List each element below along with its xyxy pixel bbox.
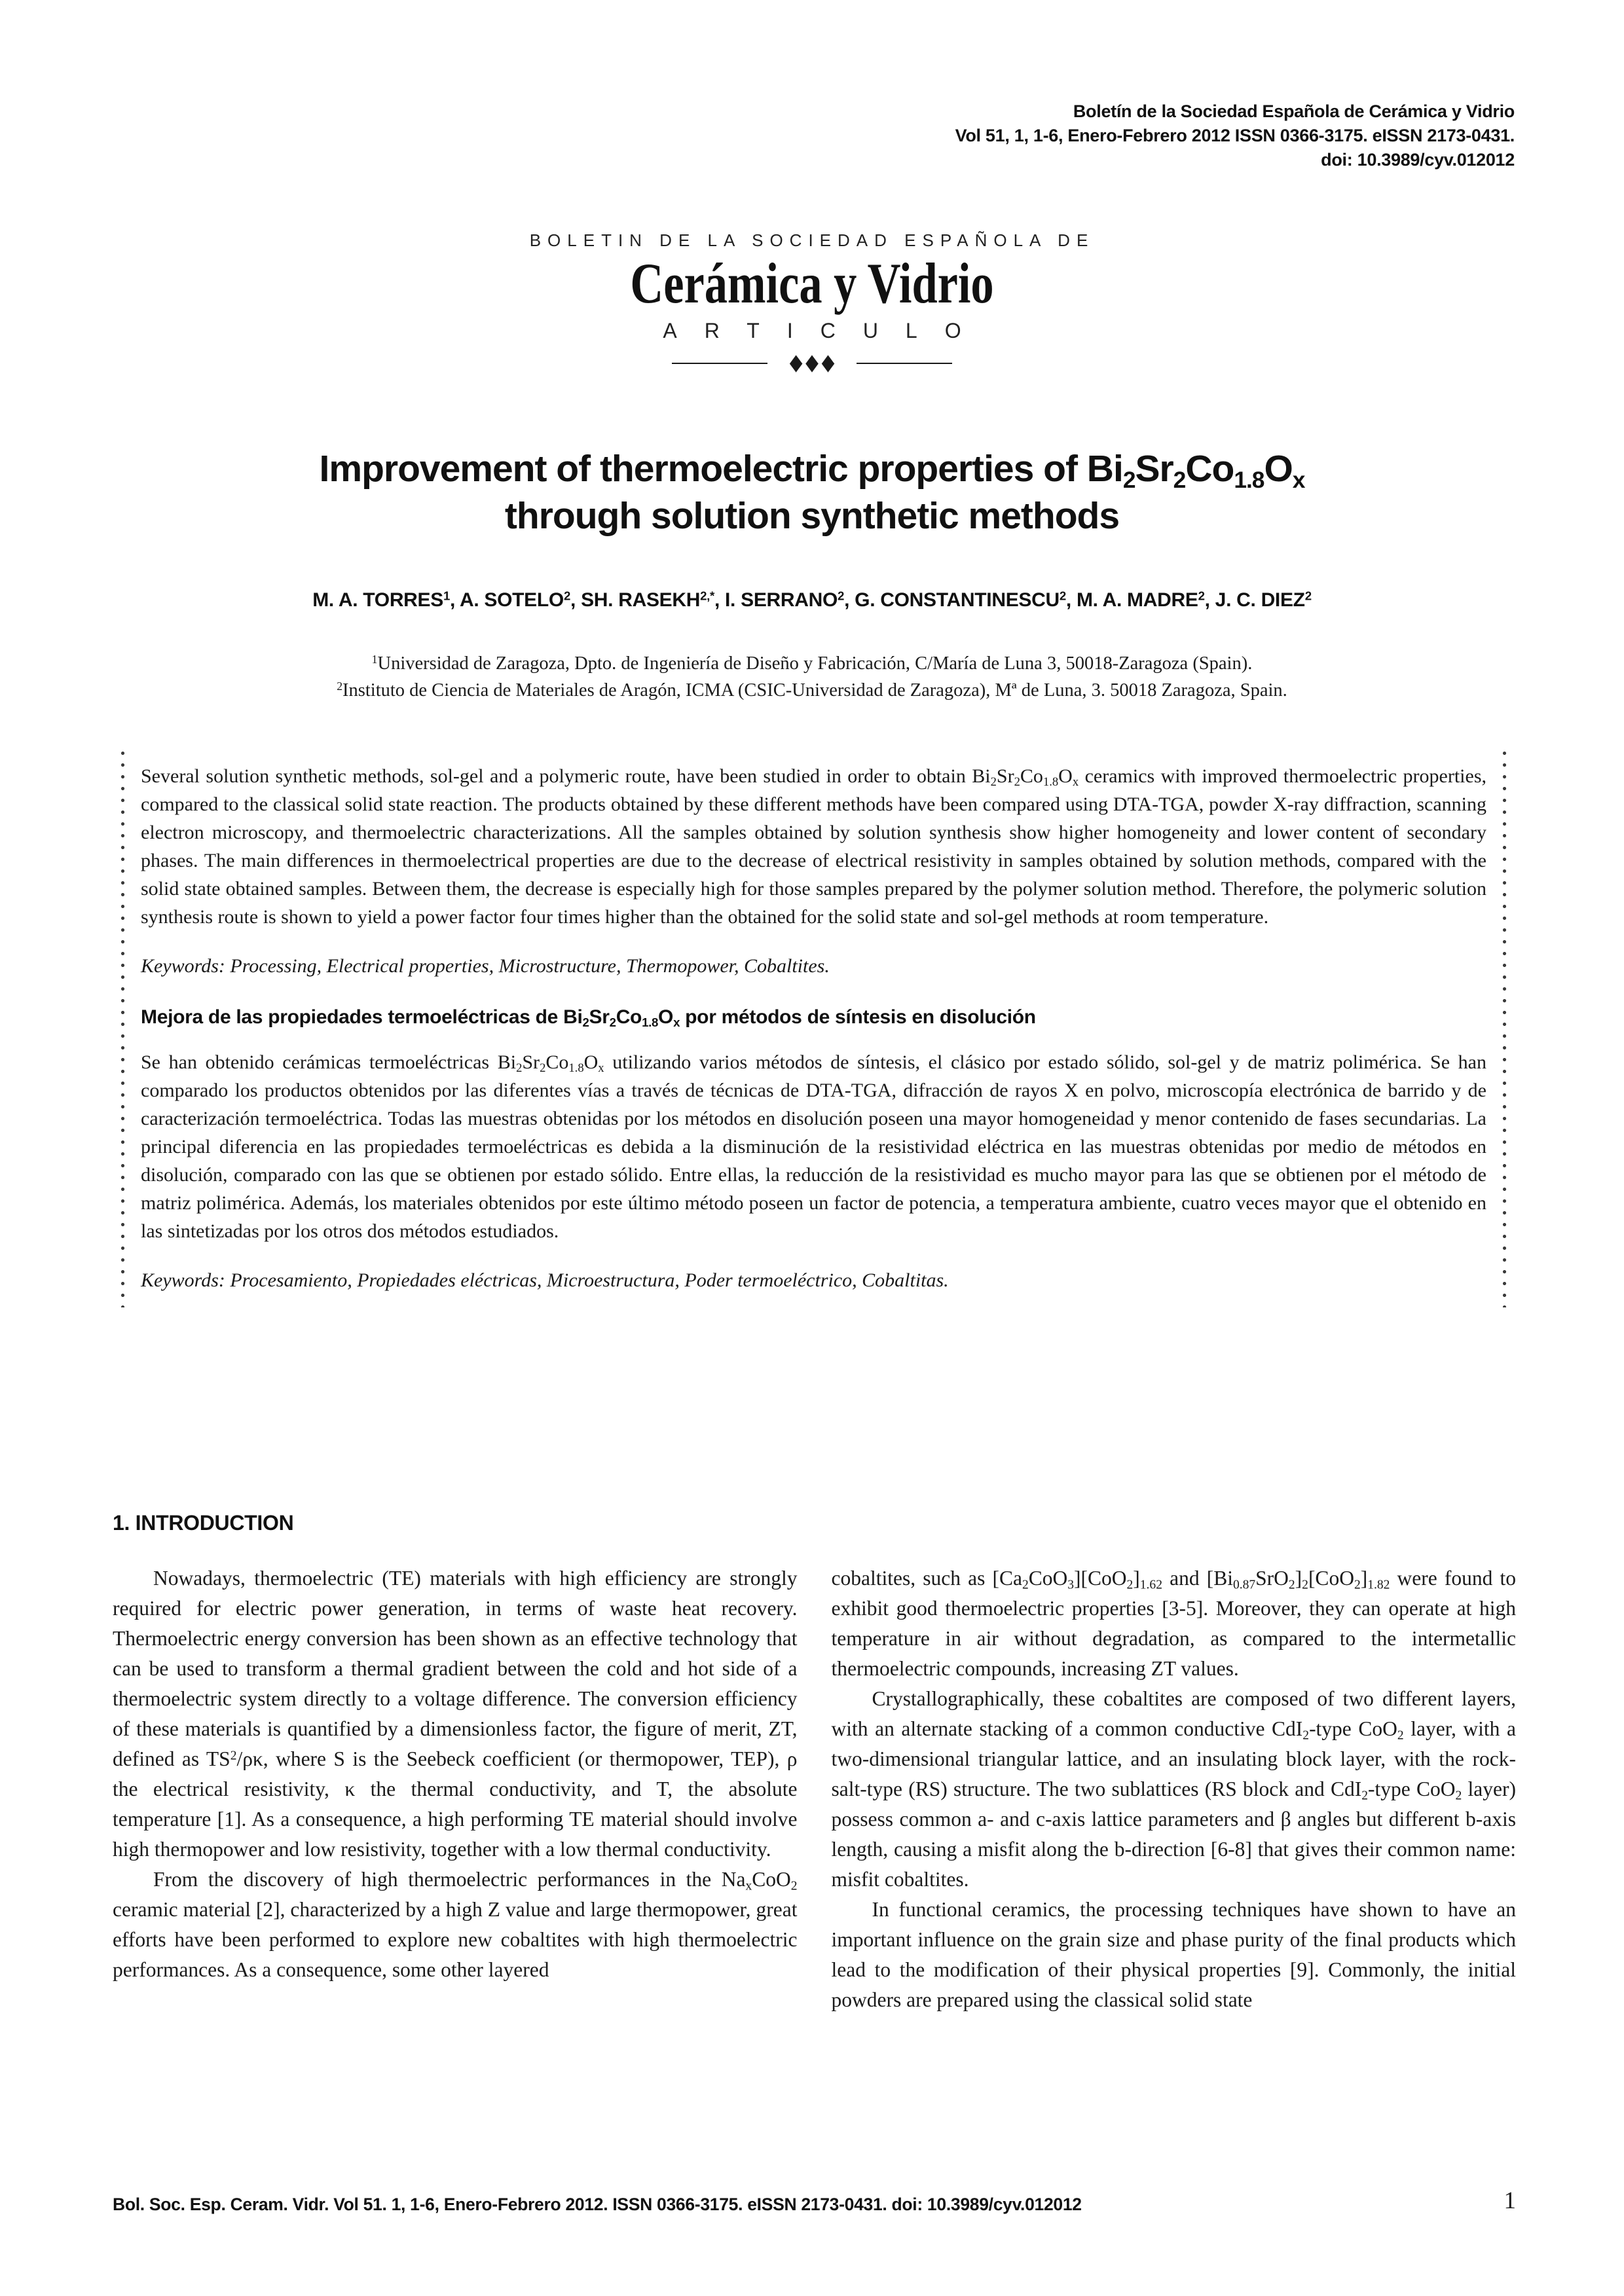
paragraph: In functional ceramics, the processing techniques have shown to have an important influence on the grain size and phase purity of the final products which lead to the modification of their physical properties [9]. Commonly, the initial powders are prepared using the classical solid state	[831, 1898, 1516, 2011]
diamonds-ornament-icon: ◆◆◆	[789, 350, 838, 375]
keywords-en: Keywords: Processing, Electrical properties, Microstructure, Thermopower, Cobaltites.	[141, 955, 830, 977]
journal-name: Cerámica y Vidrio	[630, 252, 994, 316]
paragraph: cobaltites, such as $[Ca_2CoO_3][CoO_2]_{1.62}$ and $[Bi_{0.87}SrO_2]_2[CoO_2]_{1.82}$ were found to exhibit good thermoelectric properties [3-5]. Moreover, they can operate at high temperature in air without degradation, as compared to the intermetallic thermoelectric compounds, increasing ZT values.	[831, 1567, 1516, 1680]
ornament-rule-right	[857, 363, 952, 364]
authors-line: M. A. TORRES$^1$, A. SOTELO$^2$, SH. $RASEKH^{2,*}$, I. SERRANO$^2$, G. CONSTANTINESCU$^2$, M. A. MADRE$^2$, J. C. DIEZ$^2$	[312, 589, 1312, 611]
journal-header-line2: Vol 51, 1, 1-6, Enero-Febrero 2012 ISSN 0366-3175. eISSN 2173-0431.	[955, 126, 1515, 145]
article-title-line2: through solution synthetic methods	[504, 495, 1120, 537]
paragraph: From the discovery of high thermoelectric performances in the $Na_xCoO_2$ ceramic material [2], characterized by a high Z value and large thermopower, great efforts have been performed to explore new cobaltites with high thermoelectric performances. As a consequence, some other layered	[113, 1868, 798, 1981]
affiliation-1: $^1$Universidad de Zaragoza, Dpto. de Ingeniería de Diseño y Fabricación, C/María de Luna 3, 50018-Zaragoza (Spain).	[371, 653, 1253, 674]
paragraph: Nowadays, thermoelectric (TE) materials with high efficiency are strongly required for electric power generation, in terms of waste heat recovery. Thermoelectric energy conversion has been shown as an effective technology that can be used to transform a thermal gradient between the cold and hot side of a thermoelectric system directly to a voltage difference. The conversion efficiency of these materials is quantified by a dimensionless factor, the figure of merit, ZT, defined as $TS^2/\rho\kappa$, where S is the Seebeck coefficient (or thermopower, TEP), ρ the electrical resistivity, κ the thermal conductivity, and T, the absolute temperature [1]. As a consequence, a high performing TE material should involve high thermopower and low resistivity, together with a low thermal conductivity.	[113, 1567, 798, 1861]
journal-header-line1: Boletín de la Sociedad Española de Cerámica y Vidrio	[1073, 101, 1515, 121]
article-type-label: ARTICULO	[663, 319, 989, 342]
footer-citation: Bol. Soc. Esp. Ceram. Vidr. Vol 51. 1, 1-6, Enero-Febrero 2012. ISSN 0366-3175. eISSN 2173-0431. doi: 10.3989/cyv.012012	[113, 2195, 1082, 2214]
page-number: 1	[1504, 2187, 1516, 2214]
section-heading-introduction: 1. INTRODUCTION	[113, 1511, 294, 1535]
ornament-row	[0, 352, 1624, 374]
article-title-line1: Improvement of thermoelectric properties of $Bi_2Sr_2Co_{1.8}O_x$	[319, 448, 1305, 493]
column-left	[113, 1563, 798, 2015]
abstract-block	[121, 752, 1506, 1307]
keywords-es: Keywords: Procesamiento, Propiedades eléctricas, Microestructura, Poder termoeléctrico, Cobaltitas.	[141, 1269, 949, 1291]
masthead	[0, 230, 1624, 374]
abstract-en: Several solution synthetic methods, sol-gel and a polymeric route, have been studied in order to obtain $Bi_2Sr_2Co_{1.8}O_x$ ceramics with improved thermoelectric properties, compared to the classical solid state reaction. The products obtained by these different methods have been compared using DTA-TGA, powder X-ray diffraction, scanning electron microscopy, and thermoelectric characterizations. All the samples obtained by solution synthesis show higher homogeneity and lower content of secondary phases. The main differences in thermoelectrical properties are due to the decrease of electrical resistivity in samples obtained by solution methods, compared with the solid state obtained samples. Between them, the decrease is especially high for those samples prepared by the polymer solution method. Therefore, the polymeric solution synthesis route is shown to yield a power factor four times higher than the obtained for the solid state and sol-gel methods at room temperature.	[141, 765, 1486, 928]
journal-header	[955, 100, 1515, 172]
article-title	[0, 445, 1624, 539]
body-columns	[113, 1563, 1516, 2015]
column-right	[832, 1563, 1517, 2015]
paragraph: Crystallographically, these cobaltites are composed of two different layers, with an alternate stacking of a common conductive CdI$_2$-type CoO$_2$ layer, with a two-dimensional triangular lattice, and an insulating block layer, with the rock-salt-type (RS) structure. The two sublattices (RS block and CdI$_2$-type CoO$_2$ layer) possess common a- and c-axis lattice parameters and β angles but different b-axis length, causing a misfit along the b-direction [6-8] that gives their common name: misfit cobaltites.	[831, 1687, 1516, 1891]
society-line: BOLETIN DE LA SOCIEDAD ESPAÑOLA DE	[529, 230, 1095, 250]
affiliations	[0, 650, 1624, 704]
page-footer	[113, 2187, 1516, 2215]
abstract-es-title: Mejora de las propiedades termoeléctricas de $Bi_2Sr_2Co_{1.8}O_x$ por métodos de síntesis en disolución	[141, 1006, 1036, 1030]
journal-header-doi: doi: 10.3989/cyv.012012	[1321, 150, 1515, 170]
abstract-es: Se han obtenido cerámicas termoeléctricas $Bi_2Sr_2Co_{1.8}O_x$ utilizando varios métodos de síntesis, el clásico por estado sólido, sol-gel y de matriz polimérica. Se han comparado los productos obtenidos por las diferentes vías a través de técnicas de DTA-TGA, difracción de rayos X en polvo, microscopía electrónica de barrido y de caracterización termoeléctrica. Todas las muestras obtenidas por los métodos en disolución poseen una mayor homogeneidad y menor contenido de fases secundarias. La principal diferencia en las propiedades termoeléctricas es debida a la disminución de la resistividad eléctrica en las muestras obtenidas por medio de métodos en disolución, comparado con las que se obtienen por estado sólido. Entre ellas, la reducción de la resistividad es mucho mayor para las que se obtienen por el método de matriz polimérica. Además, los materiales obtenidos por este último método poseen un factor de potencia, a temperatura ambiente, cuatro veces mayor que el obtenido en las sintetizadas por los otros dos métodos estudiados.	[141, 1051, 1486, 1242]
affiliation-2: $^2$Instituto de Ciencia de Materiales de Aragón, ICMA (CSIC-Universidad de Zaragoza), Mª de Luna, 3. 50018 Zaragoza, Spain.	[337, 680, 1287, 701]
ornament-rule-left	[672, 363, 767, 364]
